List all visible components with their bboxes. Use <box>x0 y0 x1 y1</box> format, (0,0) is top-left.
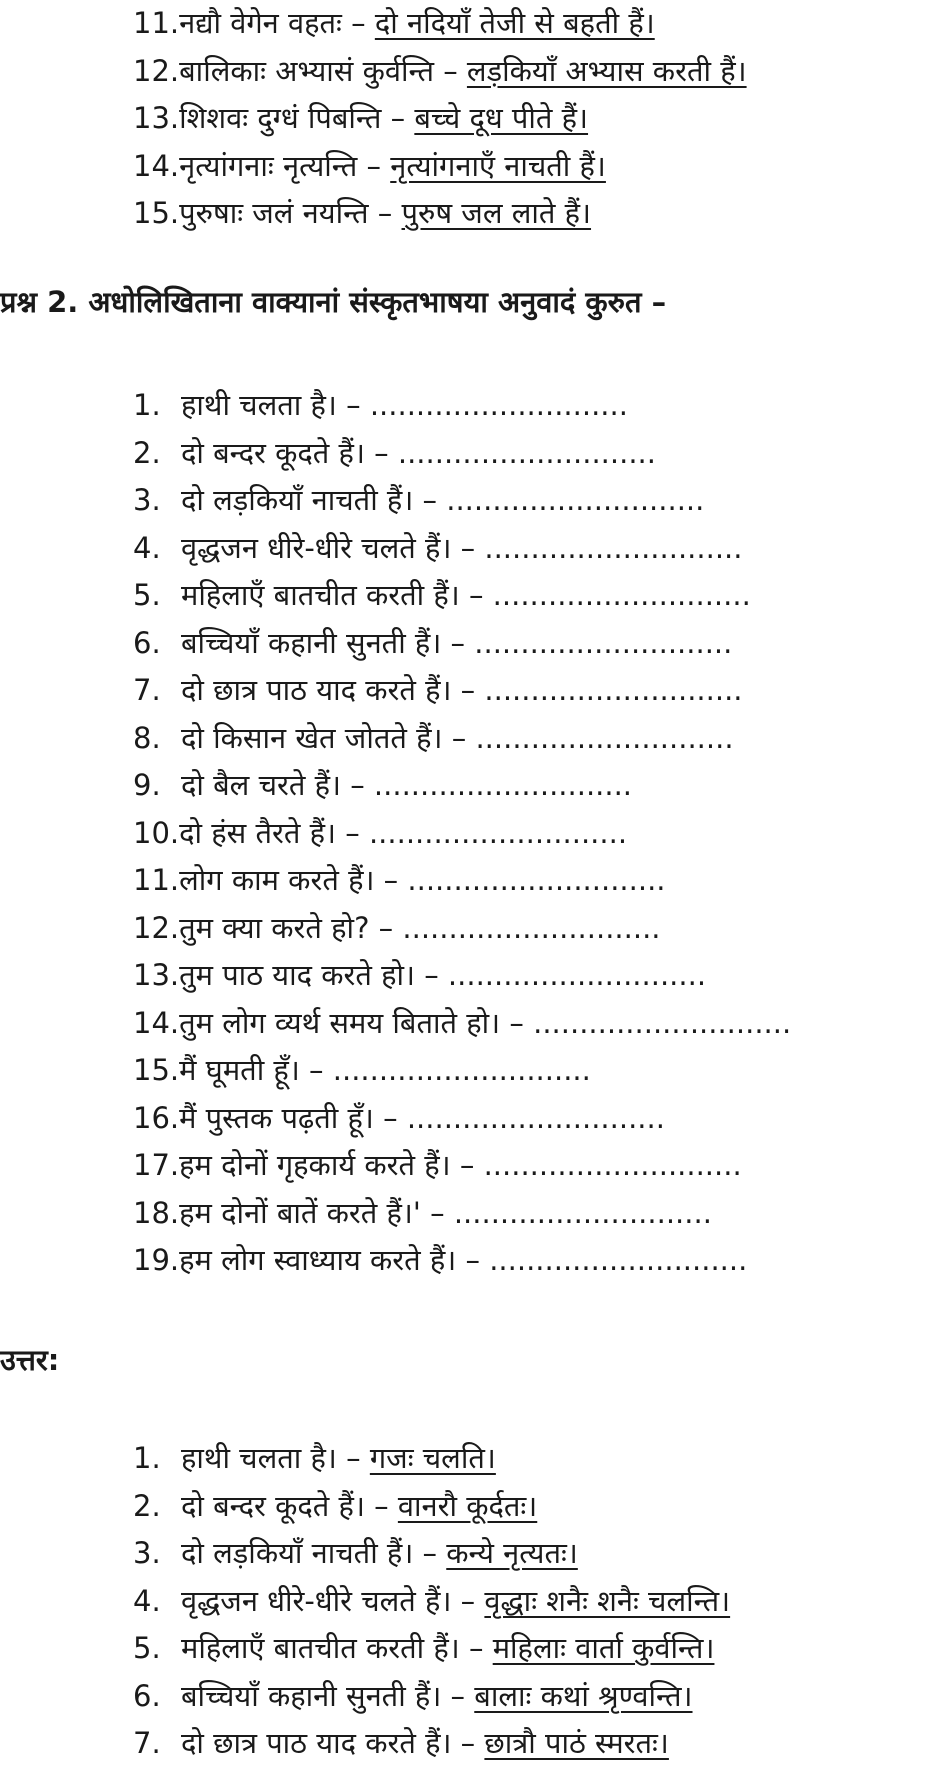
list-item <box>133 0 747 48</box>
hindi-translation: बच्चे दूध पीते हैं। <box>414 101 589 135</box>
item-number: 4. <box>133 530 161 565</box>
item-number: 13. <box>133 101 180 135</box>
question-sentence: हम दोनों गृहकार्य करते हैं। – ............................ <box>179 1148 742 1182</box>
list-item <box>133 620 791 668</box>
item-number: 12. <box>133 910 180 945</box>
item-number: 1. <box>133 388 161 422</box>
item-number: 12. <box>133 53 180 88</box>
list-item <box>133 95 747 143</box>
item-number: 2. <box>133 435 161 470</box>
list-item <box>133 477 791 525</box>
hindi-translation: लड़कियाँ अभ्यास करती हैं। <box>466 53 747 88</box>
sanskrit-translation: बालाः कथां श्रृण्वन्ति। <box>474 1678 693 1713</box>
question-sentence: तुम लोग व्यर्थ समय बिताते हो। – ............................ <box>179 1005 792 1040</box>
list-item <box>133 667 791 715</box>
sanskrit-sentence: नद्यौ वेगेन वहतः – <box>179 6 366 40</box>
item-number: 8. <box>133 720 161 755</box>
sanskrit-translation: वानरौ कूर्दतः। <box>397 1488 538 1523</box>
item-number: 3. <box>133 1536 161 1570</box>
list-item <box>133 525 791 573</box>
list-item <box>133 810 791 858</box>
list-item <box>133 1095 791 1143</box>
list-item <box>133 1237 791 1285</box>
sanskrit-sentence: नृत्यांगनाः नृत्यन्ति – <box>179 148 381 183</box>
list-item <box>133 952 791 1000</box>
item-number: 15. <box>133 1053 180 1087</box>
list-item <box>133 430 791 478</box>
list-item <box>133 905 791 953</box>
item-number: 1. <box>133 1441 161 1475</box>
item-number: 17. <box>133 1148 180 1182</box>
sanskrit-translation: कन्ये नृत्यतः। <box>446 1536 578 1570</box>
question-sentence: दो लड़कियाँ नाचती हैं। – ............................ <box>181 483 705 517</box>
list-item <box>133 190 747 238</box>
item-number: 11. <box>133 863 180 897</box>
list-item <box>133 1673 730 1721</box>
question-sentence: बच्चियाँ कहानी सुनती हैं। – ............................ <box>181 625 733 660</box>
list-item <box>133 762 791 810</box>
question-sentence: हाथी चलता है। – ............................ <box>181 388 628 422</box>
item-number: 6. <box>133 1678 161 1713</box>
list-item <box>133 1530 730 1578</box>
item-number: 3. <box>133 483 161 517</box>
item-number: 13. <box>133 958 180 992</box>
hindi-sentence: दो बन्दर कूदते हैं। – <box>181 1488 389 1523</box>
question-sentence: मैं पुस्तक पढ़ती हूँ। – ............................ <box>179 1100 665 1135</box>
question-2-heading: प्रश्न 2. अधोलिखिताना वाक्यानां संस्कृतभाषया अनुवादं कुरुत – <box>0 285 667 319</box>
question-sentence: दो बैल चरते हैं। – ............................ <box>181 768 633 802</box>
item-number: 7. <box>133 673 161 707</box>
item-number: 18. <box>133 1195 180 1230</box>
sanskrit-translation: गजः चलति। <box>369 1441 496 1475</box>
item-number: 10. <box>133 815 180 850</box>
sanskrit-translation: वृद्धाः शनैः शनैः चलन्ति। <box>484 1583 731 1618</box>
item-number: 15. <box>133 196 180 230</box>
list-item <box>133 857 791 905</box>
hindi-sentence: हाथी चलता है। – <box>181 1441 361 1475</box>
question-sentence: दो किसान खेत जोतते हैं। – ............................ <box>181 720 734 755</box>
list-item <box>133 572 791 620</box>
sanskrit-translation: छात्रौ पाठं स्मरतः। <box>484 1726 669 1760</box>
hindi-sentence: वृद्धजन धीरे-धीरे चलते हैं। – <box>181 1583 476 1618</box>
list-item <box>133 382 791 430</box>
item-number: 14. <box>133 1005 180 1040</box>
answer-heading: उत्तर: <box>0 1343 60 1377</box>
list-item <box>133 1625 730 1673</box>
hindi-translation: नृत्यांगनाएँ नाचती हैं। <box>390 148 606 183</box>
item-number: 2. <box>133 1488 161 1523</box>
hindi-sentence: दो छात्र पाठ याद करते हैं। – <box>181 1726 476 1760</box>
item-number: 5. <box>133 578 161 612</box>
question-sentence: तुम पाठ याद करते हो। – ............................ <box>179 958 707 992</box>
hindi-translation: पुरुष जल लाते हैं। <box>401 196 592 230</box>
question-sentence: मैं घूमती हूँ। – ............................ <box>179 1053 591 1087</box>
item-number: 14. <box>133 148 180 183</box>
hindi-sentence: दो लड़कियाँ नाचती हैं। – <box>181 1536 438 1570</box>
question-sentence: महिलाएँ बातचीत करती हैं। – ............................ <box>181 578 751 612</box>
sanskrit-sentence: पुरुषाः जलं नयन्ति – <box>179 196 393 230</box>
sanskrit-sentence: बालिकाः अभ्यासं कुर्वन्ति – <box>179 53 458 88</box>
item-number: 5. <box>133 1631 161 1665</box>
answer-list <box>133 1435 730 1766</box>
question-sentence: लोग काम करते हैं। – ............................ <box>179 863 666 897</box>
list-item <box>133 143 747 191</box>
question-sentence: हम लोग स्वाध्याय करते हैं। – ............................ <box>179 1243 748 1277</box>
list-item <box>133 1435 730 1483</box>
item-number: 11. <box>133 6 180 40</box>
list-item <box>133 1720 730 1766</box>
item-number: 4. <box>133 1583 161 1618</box>
list-item <box>133 715 791 763</box>
question-2-list <box>133 382 791 1285</box>
list-item <box>133 48 747 96</box>
list-item <box>133 1142 791 1190</box>
question-sentence: वृद्धजन धीरे-धीरे चलते हैं। – ............................ <box>181 530 743 565</box>
question-sentence: तुम क्या करते हो? – ............................ <box>179 910 661 945</box>
sanskrit-translation: महिलाः वार्ता कुर्वन्ति। <box>492 1631 715 1665</box>
item-number: 16. <box>133 1100 180 1135</box>
hindi-sentence: बच्चियाँ कहानी सुनती हैं। – <box>181 1678 466 1713</box>
item-number: 6. <box>133 625 161 660</box>
item-number: 7. <box>133 1726 161 1760</box>
question-sentence: दो बन्दर कूदते हैं। – ............................ <box>181 435 656 470</box>
question-sentence: हम दोनों बातें करते हैं।' – ............................ <box>179 1195 712 1230</box>
hindi-translation: दो नदियाँ तेजी से बहती हैं। <box>374 6 655 40</box>
list-item <box>133 1000 791 1048</box>
hindi-sentence: महिलाएँ बातचीत करती हैं। – <box>181 1631 484 1665</box>
list-item <box>133 1047 791 1095</box>
previous-answer-list <box>133 0 747 238</box>
list-item <box>133 1578 730 1626</box>
question-sentence: दो हंस तैरते हैं। – ............................ <box>179 815 628 850</box>
item-number: 9. <box>133 768 161 802</box>
question-sentence: दो छात्र पाठ याद करते हैं। – ............................ <box>181 673 743 707</box>
list-item <box>133 1483 730 1531</box>
list-item <box>133 1190 791 1238</box>
sanskrit-sentence: शिशवः दुग्धं पिबन्ति – <box>179 101 406 135</box>
item-number: 19. <box>133 1243 180 1277</box>
